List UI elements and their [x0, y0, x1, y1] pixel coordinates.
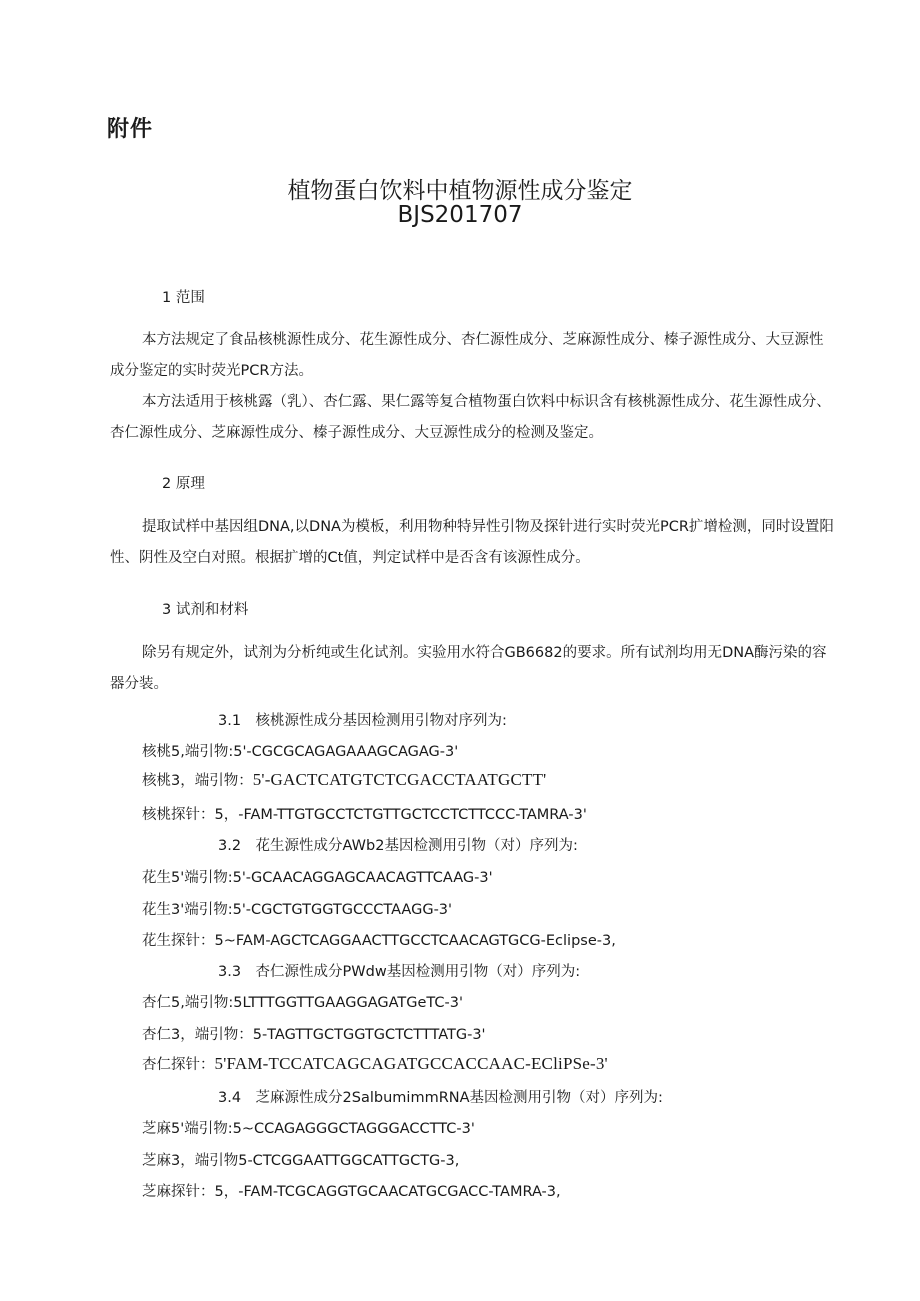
section-1-paragraph-1: 本方法规定了食品核桃源性成分、花生源性成分、杏仁源性成分、芝麻源性成分、榛子源性成分、大豆源性成分鉴定的实时荧光PCR方法。: [110, 332, 824, 379]
subsection-3-4-heading: 3.4 芝麻源性成分2SalbumimmRNA基因检测用引物（对）序列为:: [218, 1090, 663, 1106]
walnut-reverse-primer-sequence: 5'-GACTCATGTCTCGACCTAATGCTT': [252, 770, 547, 789]
section-3-paragraph-1: 除另有规定外，试剂为分析纯或生化试剂。实验用水符合GB6682的要求。所有试剂均用无DNA酶污染的容器分装。: [110, 645, 827, 692]
subsection-3-3-heading: 3.3 杏仁源性成分PWdw基因检测用引物（对）序列为:: [218, 964, 581, 980]
almond-probe-label: 杏仁探针：: [142, 1057, 215, 1073]
walnut-probe: 核桃探针：5，-FAM-TTGTGCCTCTGTTGCTCCTCTTCCC-TAMRA-3': [142, 807, 587, 823]
document-title: 植物蛋白饮料中植物源性成分鉴定: [287, 178, 633, 204]
peanut-forward-primer: 花生5'端引物:5'-GCAACAGGAGCAACAGTTCAAG-3': [142, 870, 493, 886]
section-1-paragraph-2: 本方法适用于核桃露（乳）、杏仁露、果仁露等复合植物蛋白饮料中标识含有核桃源性成分、花生源性成分、杏仁源性成分、芝麻源性成分、榛子源性成分、大豆源性成分的检测及鉴定。: [110, 394, 831, 441]
sesame-reverse-primer: 芝麻3，端引物5-CTCGGAATTGGCATTGCTG-3,: [142, 1153, 460, 1169]
almond-reverse-primer: 杏仁3，端引物：5-TAGTTGCTGGTGCTCTTTATG-3': [142, 1027, 486, 1043]
almond-probe-sequence: 5'FAM-TCCATCAGCAGATGCCACCAAC-ECliPSe-3': [214, 1054, 608, 1073]
almond-probe: [142, 1053, 608, 1074]
sesame-probe: 芝麻探针：5，-FAM-TCGCAGGTGCAACATGCGACC-TAMRA-3,: [142, 1184, 561, 1200]
subsection-3-2-heading: 3.2 花生源性成分AWb2基因检测用引物（对）序列为:: [218, 838, 578, 854]
walnut-reverse-primer-label: 核桃3，端引物：: [142, 773, 253, 789]
section-1-heading: 1 范围: [162, 290, 205, 306]
walnut-forward-primer: 核桃5,端引物:5'-CGCGCAGAGAAAGCAGAG-3': [142, 744, 459, 760]
almond-forward-primer: 杏仁5,端引物:5LTTTGGTTGAAGGAGATGeTC-3': [142, 995, 463, 1011]
section-3-heading: 3 试剂和材料: [162, 602, 249, 618]
section-2-heading: 2 原理: [162, 476, 205, 492]
walnut-reverse-primer: [142, 769, 546, 790]
attachment-label: 附件: [107, 117, 154, 142]
peanut-probe: 花生探针：5~FAM-AGCTCAGGAACTTGCCTCAACAGTGCG-Eclipse-3,: [142, 933, 616, 949]
sesame-forward-primer: 芝麻5'端引物:5~CCAGAGGGCTAGGGACCTTC-3': [142, 1121, 475, 1137]
subsection-3-1-heading: 3.1 核桃源性成分基因检测用引物对序列为:: [218, 713, 507, 729]
peanut-reverse-primer: 花生3'端引物:5'-CGCTGTGGTGCCCTAAGG-3': [142, 902, 453, 918]
document-code: BJS201707: [397, 202, 523, 228]
section-2-paragraph-1: 提取试样中基因组DNA,以DNA为模板，利用物种特异性引物及探针进行实时荧光PCR扩增检测，同时设置阳性、阴性及空白对照。根据扩增的Ct值，判定试样中是否含有该源性成分。: [110, 519, 834, 566]
